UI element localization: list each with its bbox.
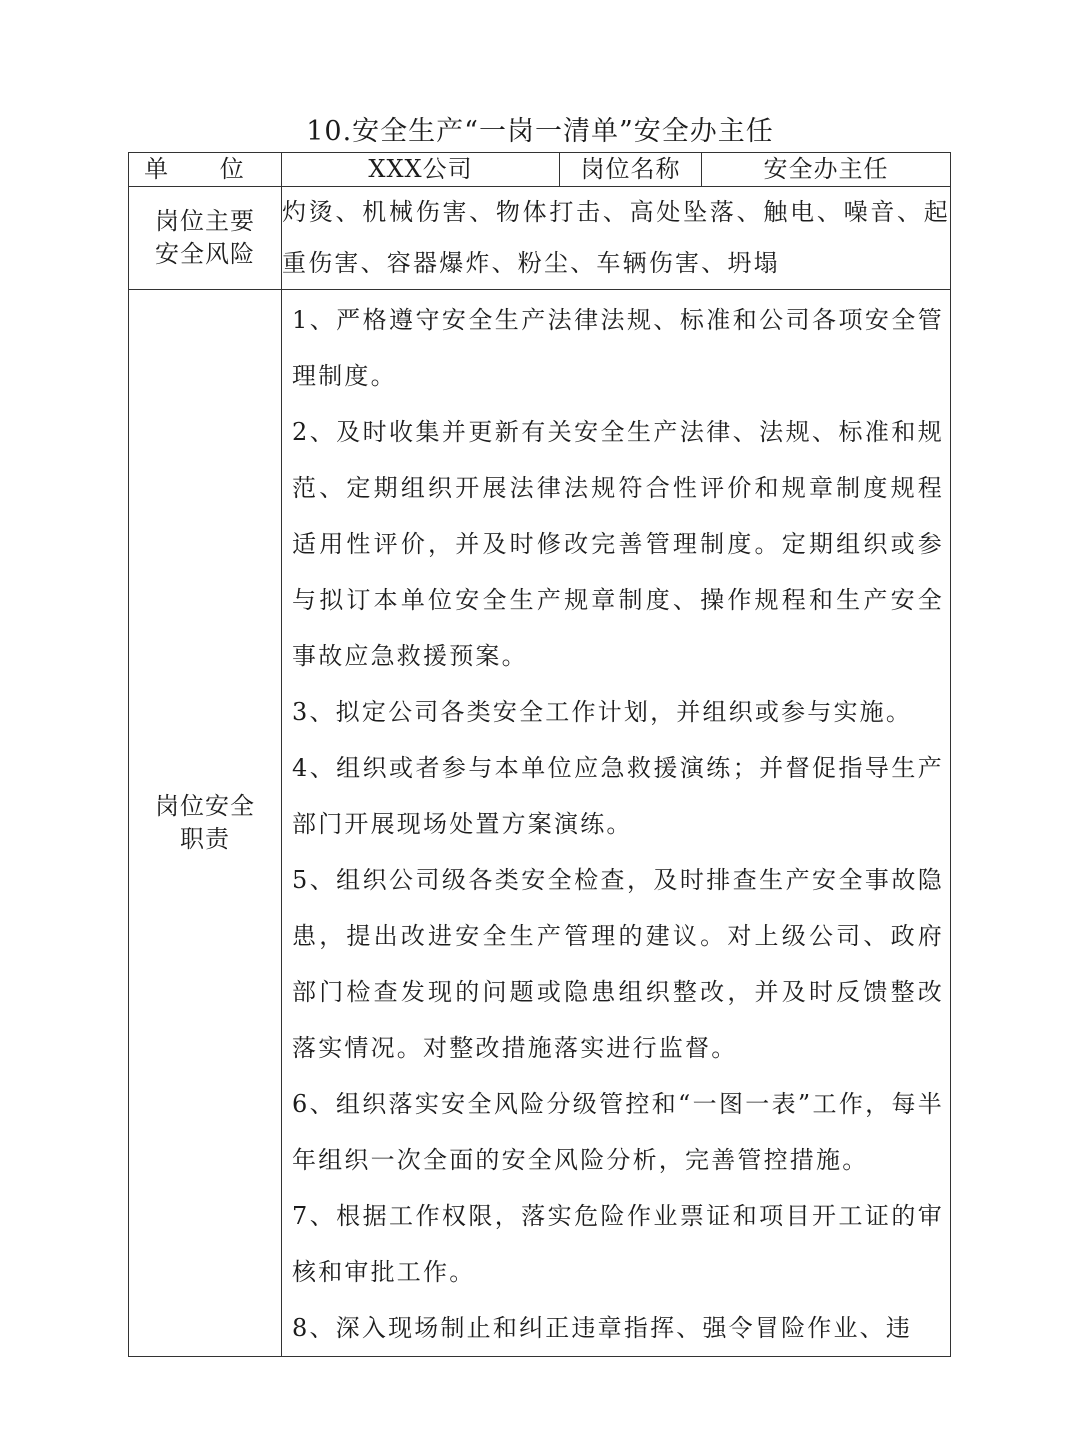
unit-label: 单 位 — [129, 153, 282, 187]
header-row — [129, 153, 951, 187]
duty-item: 8、深入现场制止和纠正违章指挥、强令冒险作业、违 — [292, 1314, 913, 1342]
responsibility-table — [128, 152, 951, 1357]
duty-item: 6、组织落实安全风险分级管控和“一图一表”工作，每半年组织一次全面的安全风险分析，完善管控措施。 — [292, 1090, 944, 1174]
duty-item: 4、组织或者参与本单位应急救援演练；并督促指导生产部门开展现场处置方案演练。 — [292, 754, 944, 838]
duty-item: 3、拟定公司各类安全工作计划，并组织或参与实施。 — [292, 698, 913, 726]
duty-label-line2: 职责 — [180, 825, 230, 853]
duty-list — [282, 290, 951, 1357]
page-title: 10.安全生产“一岗一清单”安全办主任 — [306, 116, 774, 147]
duty-item: 7、根据工作权限，落实危险作业票证和项目开工证的审核和审批工作。 — [292, 1202, 944, 1286]
risk-label — [129, 187, 282, 290]
duty-item: 5、组织公司级各类安全检查，及时排查生产安全事故隐患，提出改进安全生产管理的建议。对上级公司、政府部门检查发现的问题或隐患组织整改，并及时反馈整改落实情况。对整改措施落实进行监督。 — [292, 866, 944, 1062]
risk-row — [129, 187, 951, 290]
risk-text: 灼烫、机械伤害、物体打击、高处坠落、触电、噪音、起重伤害、容器爆炸、粉尘、车辆伤害、坍塌 — [282, 187, 951, 290]
position-value: 安全办主任 — [702, 153, 951, 187]
duty-label — [129, 290, 282, 1357]
risk-label-line2: 安全风险 — [155, 240, 255, 268]
risk-label-line1: 岗位主要 — [155, 207, 255, 235]
unit-value: XXX公司 — [282, 153, 560, 187]
duty-item: 2、及时收集并更新有关安全生产法律、法规、标准和规范、定期组织开展法律法规符合性评价和规章制度规程适用性评价，并及时修改完善管理制度。定期组织或参与拟订本单位安全生产规章制度、操作规程和生产安全事故应急救援预案。 — [292, 418, 944, 670]
duty-label-line1: 岗位安全 — [155, 792, 255, 820]
duty-item: 1、严格遵守安全生产法律法规、标准和公司各项安全管理制度。 — [292, 306, 944, 390]
position-label: 岗位名称 — [560, 153, 702, 187]
duty-row — [129, 290, 951, 1357]
